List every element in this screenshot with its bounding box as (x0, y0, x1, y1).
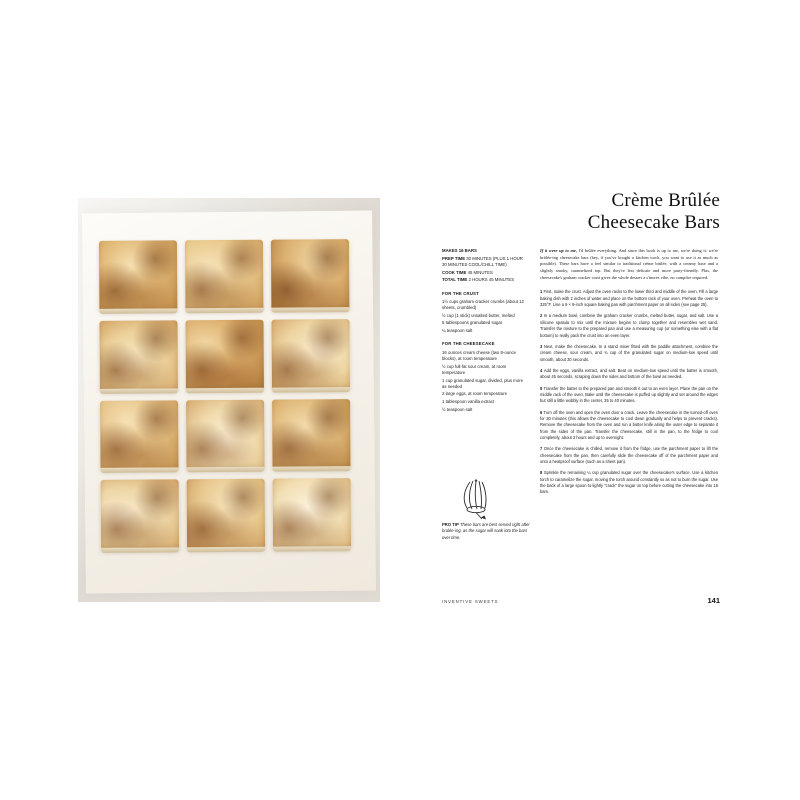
ingredient-item: 1 cup granulated sugar, divided, plus more as needed (442, 377, 523, 389)
recipe-photo (78, 198, 380, 602)
cheesecake-bar (100, 400, 178, 471)
cheesecake-bar (185, 240, 263, 311)
instruction-step (540, 368, 718, 381)
ingredient-item: 1½ cups graham cracker crumbs (about 12 sheets, crumbled) (442, 298, 524, 311)
makes-label: MAKES 16 BARS (442, 248, 477, 253)
cheesecake-bar (271, 239, 349, 310)
step-text: Turn off the oven and open the oven door a crack. Leave the cheesecake in the turned-off oven for 30 minutes (this allows the cheesecake to cool down gradually and helps to prevent cracks). Remove the cheesecake from the oven and run a butter knife along the outer edge to separate it from the sides of the pan. Transfer the cheesecake, still in the pan, to the fridge to cool completely, about 3 hours and up to overnight. (540, 409, 719, 440)
instruction-step (540, 470, 718, 495)
total-time-line (442, 277, 526, 283)
cheesecake-bar (272, 399, 350, 470)
intro-lead: If it were up to me, (540, 248, 577, 253)
cook-time-label: COOK TIME (442, 269, 467, 275)
instruction-step (540, 289, 718, 308)
ingredient-item: ½ cup (1 stick) unsalted butter, melted (442, 312, 515, 318)
page-number: 141 (707, 596, 720, 605)
instructions-column (540, 248, 718, 501)
recipe-title-line2: Cheesecake Bars (587, 212, 720, 234)
step-number: 6 (540, 409, 544, 415)
step-number: 5 (540, 385, 544, 391)
pro-tip (442, 522, 530, 541)
makes-line (442, 248, 526, 254)
intro-body: I'd brûlée everything. And since this book is up to me, we're doing it: we're brûlée-ing cheesecake bars (hey, if you've bought a kitchen torch, you want to use it as much as possible). These bars have a feel similar to traditional crème brûlée, with a creamy base and a slightly smoky, caramelized top. But they're less delicate and more party-friendly. Plus, the cheesecake's graham cracker crust gives the whole dessert a s'mores vibe, no campfire required. (540, 248, 718, 280)
step-text: Sprinkle the remaining ¼ cup granulated sugar over the cheesecake's surface. Use a kitchen torch to caramelize the sugar, moving the torch around constantly so as not to burn the sugar. Use the back of a large spoon to lightly "crack" the sugar on top before cutting the cheesecake into 16 bars. (540, 470, 719, 495)
cheesecake-bar (186, 399, 264, 470)
step-number: 7 (540, 446, 544, 452)
instruction-step (540, 386, 718, 405)
step-text: First, make the crust. Adjust the oven racks to the lower third and middle of the oven. Fill a large baking dish with 2 inches of water and place on the bottom rack of your oven. Preheat the oven to 325°F. Line a 9 × 9-inch square baking pan with parchment paper on all sides (see page 25). (540, 289, 718, 308)
crust-heading: FOR THE CRUST (442, 290, 479, 296)
recipe-intro (540, 248, 718, 281)
prep-time-value: 30 MINUTES (PLUS 1 HOUR 30 MINUTES COOL/CHILL TIME) (442, 255, 523, 267)
ingredient-item: 5 tablespoons granulated sugar (442, 320, 503, 326)
ingredient-item: ½ cup full-fat sour cream, at room temperature (442, 363, 507, 375)
recipe-page (420, 190, 720, 610)
step-text: Transfer the batter to the prepared pan and smooth it out to an even layer. Place the pan on the middle rack of the oven. Bake until the cheesecake is puffed up slightly and set around the edges but still a little wobbly in the center, 35 to 40 minutes. (540, 385, 719, 404)
step-text: Next, make the cheesecake. In a stand mixer fitted with the paddle attachment, combine the cream cheese, sour cream, and ¾ cup of the granulated sugar on medium-low speed until smooth, about 30 seconds. (540, 343, 718, 362)
cheesecake-bar (185, 319, 263, 390)
cheesecake-bar (99, 320, 177, 391)
total-time-label: TOTAL TIME (442, 277, 468, 283)
cook-time-value: 45 MINUTES (467, 269, 493, 275)
cheesecake-bar (99, 240, 177, 311)
chapter-name: INVENTIVE SWEETS (442, 599, 499, 604)
step-number: 3 (540, 343, 544, 349)
cook-time-line (442, 270, 526, 276)
ingredients-column (442, 248, 526, 415)
whisk-icon (456, 478, 502, 520)
instruction-step (540, 446, 718, 465)
cheesecake-bar (271, 319, 349, 390)
step-text: Add the eggs, vanilla extract, and salt. Beat on medium-low speed until the batter is smooth, about 45 seconds, scraping down the sides and bottom of the bowl as needed. (540, 367, 718, 380)
total-time-value: 2 HOURS 45 MINUTES (468, 277, 515, 283)
step-text: In a medium bowl, combine the graham cracker crumbs, melted butter, sugar, and salt. Use a silicone spatula to mix until the mixture begins to clump together and resembles wet sand. Transfer the mixture to the prepared pan and use a measuring cup (or something else with a flat bottom) to really pack the crust into an even layer. (540, 313, 718, 338)
page-footer (442, 596, 720, 605)
cheesecake-heading: FOR THE CHEESECAKE (442, 341, 495, 347)
step-number: 1 (540, 289, 544, 295)
recipe-meta (442, 248, 526, 284)
pro-tip-body: These bars are best served right after brulée-ing, as the sugar will soak into the bars over time. (442, 522, 530, 540)
cheesecake-bar (273, 478, 351, 549)
step-text: Once the cheesecake is chilled, remove it from the fridge, use the parchment paper to lift the cheesecake from the pan, then carefully slide the cheesecake off of the parchment paper and onto a heatproof surface (such as a sheet pan). (540, 446, 718, 464)
step-number: 8 (540, 470, 544, 476)
ingredient-item: ½ teaspoon salt (442, 406, 473, 412)
cheesecake-bars-grid (99, 239, 351, 551)
ingredient-item: ¼ teaspoon salt (442, 328, 473, 334)
ingredient-item: 2 large eggs, at room temperature (442, 391, 507, 397)
ingredient-item: 16 ounces cream cheese (two 8-ounce blocks), at room temperature (442, 349, 517, 361)
recipe-title-line1: Crème Brûlée (611, 190, 720, 211)
instruction-step (540, 410, 718, 442)
step-number: 4 (540, 367, 544, 373)
cheesecake-bar (187, 479, 265, 550)
pro-tip-label: PRO TIP (442, 522, 459, 527)
step-number: 2 (540, 313, 544, 319)
instruction-step (540, 344, 718, 363)
instruction-step (540, 313, 718, 338)
page-title (460, 190, 720, 235)
prep-time-line (442, 256, 526, 268)
prep-time-label: PREP TIME (442, 255, 466, 261)
cheesecake-bar (101, 480, 179, 551)
ingredient-item: 1 tablespoon vanilla extract (442, 399, 495, 405)
